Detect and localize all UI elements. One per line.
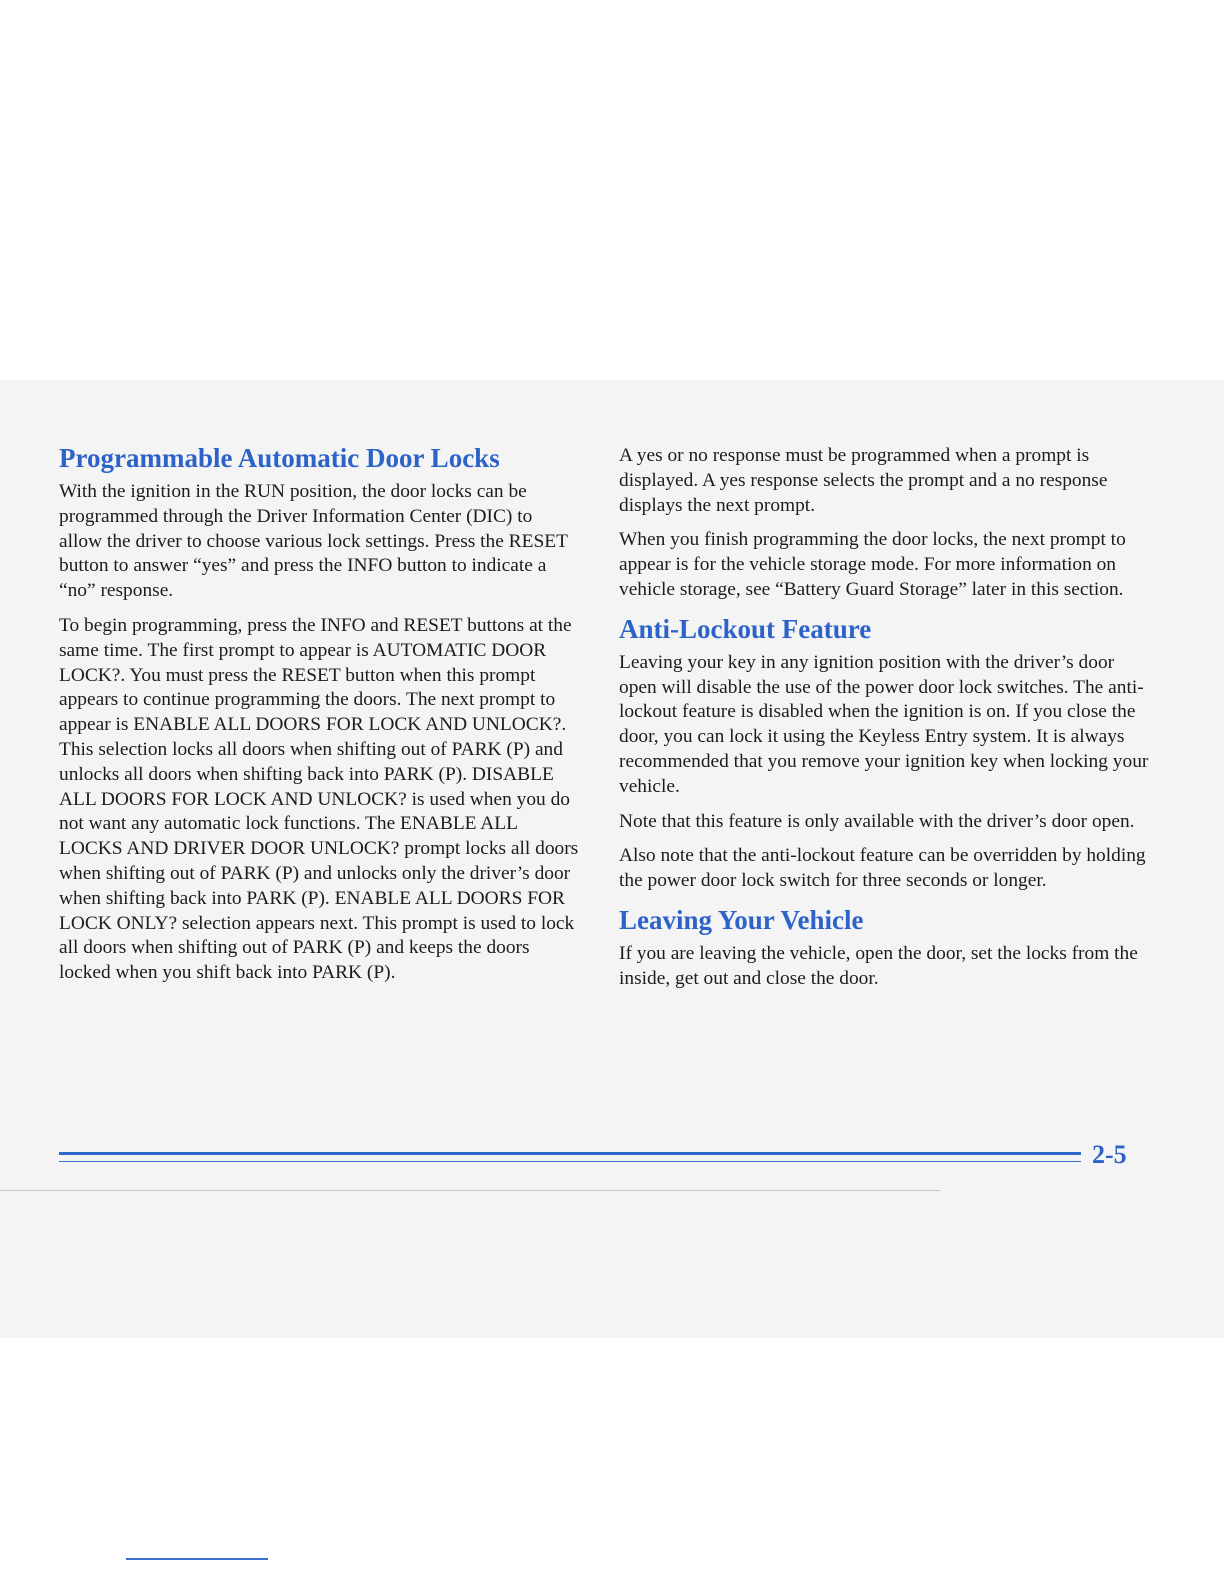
paragraph: To begin programming, press the INFO and RESET buttons at the same time. The first prompt to appear is AUTOMATIC DOOR LOCK?. You must press the RESET button when this prompt appears to continue programming the doors. The next prompt to appear is ENABLE ALL DOORS FOR LOCK AND UNLOCK?. This selection locks all doors when shifting out of PARK (P) and unlocks all doors when shifting back into PARK (P). DISABLE ALL DOORS FOR LOCK AND UNLOCK? is used when you do not want any automatic lock functions. The ENABLE ALL LOCKS AND DRIVER DOOR UNLOCK? prompt locks all doors when shifting out of PARK (P) and unlocks only the driver’s door when shifting back into PARK (P). ENABLE ALL DOORS FOR LOCK ONLY? selection appears next. This prompt is used to lock all doors when shifting out of PARK (P) and keeps the doors locked when you shift back into PARK (P). (59, 614, 579, 984)
section-heading-programmable-locks: Programmable Automatic Door Locks (59, 443, 500, 473)
footer-rule-thin (59, 1161, 1081, 1162)
left-column (59, 442, 579, 996)
right-column (619, 444, 1149, 1002)
bottom-accent-line (126, 1558, 268, 1560)
paragraph: Note that this feature is only available with the driver’s door open. (619, 810, 1135, 832)
scan-divider (0, 1190, 940, 1191)
paragraph: If you are leaving the vehicle, open the door, set the locks from the inside, get out and close the door. (619, 942, 1138, 989)
paragraph: A yes or no response must be programmed when a prompt is displayed. A yes response selects the prompt and a no response displays the next prompt. (619, 445, 1108, 516)
paragraph: With the ignition in the RUN position, the door locks can be programmed through the Driver Information Center (DIC) to allow the driver to choose various lock settings. Press the RESET button to answer “yes” and press the INFO button to indicate a “no” response. (59, 481, 568, 602)
section-heading-leaving-vehicle: Leaving Your Vehicle (619, 904, 864, 935)
section-heading-anti-lockout: Anti-Lockout Feature (619, 613, 872, 644)
page-number: 2-5 (1092, 1140, 1127, 1169)
footer-rule (59, 1152, 1081, 1155)
paragraph: When you finish programming the door locks, the next prompt to appear is for the vehicle storage mode. For more information on vehicle storage, see “Battery Guard Storage” later in this section. (619, 529, 1126, 600)
paragraph: Leaving your key in any ignition position with the driver’s door open will disable the use of the power door lock switches. The anti-lockout feature is disabled when the ignition is on. If you close the door, you can lock it using the Keyless Entry system. It is always recommended that you remove your ignition key when locking your vehicle. (619, 651, 1149, 797)
paragraph: Also note that the anti-lockout feature can be overridden by holding the power door lock switch for three seconds or longer. (619, 845, 1146, 892)
